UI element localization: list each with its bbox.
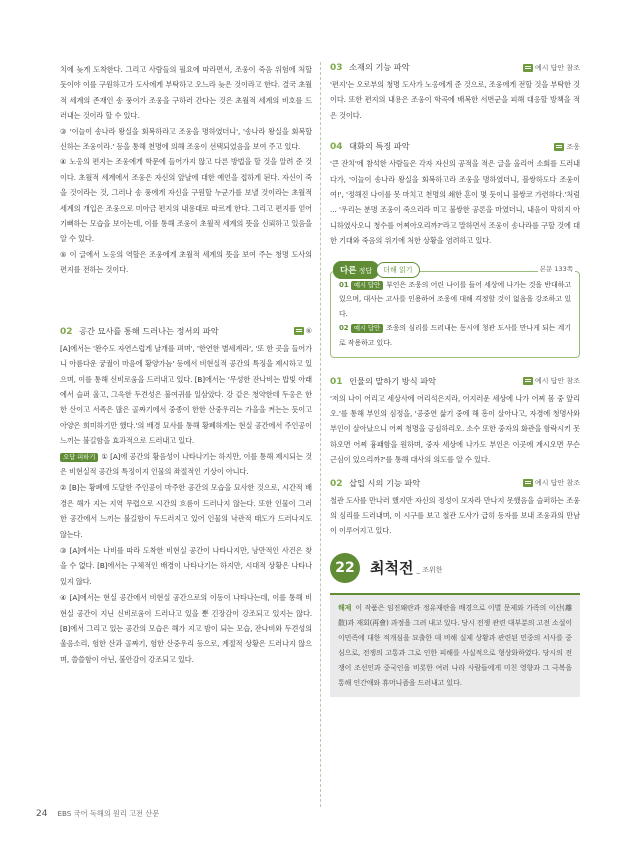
box-item-2: 02 예시 답안 조웅의 심리를 드러내는 동시에 청관 도사를 만나게 되는 계기로 작용하고 있다. <box>339 324 571 348</box>
section-header-01 <box>330 376 580 387</box>
wrong-answer-item-4: ④ [A]에서는 현실 공간에서 비현실 공간으로의 이동이 나타나는데, 이를 통해 비현실 공간이 지닌 신비로움이 드러나고 있을 뿐 긴장감이 강조되고 있지는 않다. [B]에서 그리고 있는 공간의 모습은 해가 지고 밤이 되는 모습, 잔나비와 두견성의 울음소리, 험한 산과 골짜기, 험한 산중우리 등으로, 계절적 상황은 드러나지 않으며, 쓸쓸함이 아닌, 불안감이 강조되고 있다. <box>60 593 312 664</box>
wrong-answer-badge: 오답 피하기 <box>60 453 98 462</box>
section-explanation: [A]에서는 '완수도 자연스럽게 날개를 펴며', '한연한 별세계라', '또 한 곳을 들어가니 아름다운 궁궐이 마음에 황양가늠' 등에서 비현실적 공간의 특징을 제시하고 있으며, 이를 통해 신비로움을 드러내고 있다. [B]에서는 '무성한 잔나비는 밥빛 아래에서 슬퍼 울고, 그윽한 두견성은 불여귀를 일삼았다. 강 같은 청약한데 두옹은 한한 산이고 서족은 많은 골짜기에서 중종이 한한 산중우리는 가을을 켜는는 듯이고 아양은 희미하기만 했다.'의 배경 묘사를 통해 황폐하게는 현실 공간에서 주인공이 느끼는 불길함을 효과적으로 드러내고 있다. <box>60 343 312 446</box>
section-number: 02 <box>330 478 343 489</box>
answer-value: 예시 답안 참조 <box>534 479 580 488</box>
synopsis-text: 해제 이 작품은 임진왜란과 정유재란을 배경으로 이별 문제와 가족의 이산(離散)과 재회(再會) 과정을 그려 내고 있다. 당시 전쟁 관련 대부분의 고전 소설이 이민족에 대한 적개심을 묘출한 데 비해 실제 상황과 관련된 민중의 서사를 중심으로, 전쟁의 고통과 그로 인한 피해를 사실적으로 형상화하였다. 당시의 전쟁이 조선인과 중국인을 비롯한 여러 나라 사람들에게 미친 영향과 그 극복을 통해 인간애와 휴머니즘을 드러내고 있다. <box>338 603 572 687</box>
box-item-1: 01 예시 답안 부인은 조웅의 어린 나이를 들어 세상에 나가는 것을 반대하고 있으며, 대사는 고사를 인용하여 조웅에 대해 격정할 것이 없음을 강조하고 있다. <box>339 280 571 318</box>
chapter-header <box>330 553 580 583</box>
intro-item-4: ④ 노옹의 편지는 조웅에게 학문에 들어가지 않고 다른 방법을 할 것을 알려 준 것이다. 초월적 세계에서 조웅은 자신의 앞날에 대한 예언을 접하게 된다. 자신이 죽을 것이라는 것, 그러나 송 풍에게 자신을 구원할 누군가를 보낼 것이라는 초월적 세계의 개입은 조웅으로 미아금 편지의 내용대로 따르게 한다. 그리고 편지를 얻어 기뻐하는 모습을 보이는데, 이를 통해 조웅이 초월적 세계의 뜻을 신뢰하고 있음을 알 수 있다. <box>60 157 312 244</box>
section-explanation: '큰 잔치'에 참석한 사람들은 각자 자신의 공적을 적은 글을 올리어 소회를 드러내다가, '이늘이 송나라 왕실을 회복하고라 조웅을 명하였더니, 블쌍하도다 조웅이여!', '정해진 나이를 못 마치고 천명의 쇄한 흔이 몇 듯이니 블쌍코 가련하다.'처럼 ... '우리는 분명 조웅이 죽으리라 미고 불쌍한 공론을 마였더니, 내음이 막히지 아니하였사오니 청수를 어찌아오리까?'라고 말하면서 조웅이 송나라를 구할 것에 대한 기대와 죽음의 위기에 처한 상황을 염려하고 있다. <box>330 159 580 246</box>
page-footer <box>36 809 159 819</box>
intro-item-5: ⑤ 이 글에서 노옹의 역할은 조웅에게 초월적 세계의 뜻을 보여 주는 청명 도사의 편지를 전하는 것이다. <box>60 249 312 275</box>
section-number: 03 <box>330 63 343 73</box>
tab-extra-reading: 더해 읽기 <box>376 262 420 278</box>
wrong-answer-item-1: 오답 피하기 ① [A]에 공간의 황음성이 나타나기는 하지만, 이를 통해 제시되는 것은 비현실적 공간의 특징이지 인물의 좌절적인 기상이 아니다. <box>60 451 312 476</box>
section-number: 02 <box>60 326 73 337</box>
section-header-04 <box>330 141 580 152</box>
synopsis-label: 해제 <box>338 603 352 612</box>
section-header-02 <box>60 326 312 337</box>
answer-tag <box>523 63 580 73</box>
section-number: 04 <box>330 142 343 153</box>
section-title: 대화의 특징 파악 <box>349 141 410 152</box>
wrong-answer-item-3: ③ [A]에서는 나비를 따라 도착한 비현실 공간이 나타나지만, 낭만적인 사건은 찾을 수 없다. [B]에서는 구체적인 배경이 나타나기는 하지만, 시대적 상황은 나타나 있지 않다. <box>60 545 312 586</box>
answer-icon <box>523 64 533 72</box>
section-header-02b <box>330 478 580 489</box>
answer-value: 예시 답안 참조 <box>534 63 580 72</box>
section-title: 인물의 말하기 방식 파악 <box>349 375 437 386</box>
section-explanation: '저의 나이 어리고 세상사에 어리석은지라, 어지러운 세상에 나가 어찌 몸 중 앞리오.'를 통해 부인의 심정을, '공중연 삶기 중에 해 흥이 살아나고, 자경에 청명사와 부인이 살아났으니 어찌 청명을 긍심하리오. 소수 또한 중자의 화관을 함락시키 못하오면 어찌 흉패함을 원하며, 중자 세상에 나가도 부인은 이곳에 계시오면 무슨 근심이 있으리까?'를 통해 대사의 의도를 알 수 있다. <box>330 393 580 465</box>
section-explanation: 철관 도사를 만나러 했지만 자신의 정성이 모자라 만나지 못했음을 슬퍼하는 조웅의 심리를 드러내며, 이 시구를 보고 철관 도사가 급히 동자를 보내 조웅과의 만남이 이루어지고 있다. <box>330 495 580 536</box>
section-title: 삽입 시의 기능 파악 <box>349 477 421 488</box>
section-title: 공간 묘사를 통해 드러나는 정서의 파악 <box>79 325 219 336</box>
answer-icon <box>523 377 533 385</box>
intro-paragraph: 치에 늦게 도착한다. 그리고 사람들의 필요에 따라면서, 조웅이 죽음 위험에 처할 듯이야 이를 구원하고가 도사에게 부탁하고 오느라 늦은 것이라고 한다. 결국 초월적 세계의 존재인 송 풍이가 조웅을 구하러 간다는 것은 초월적 세계의 비호를 드러내는 것이라 할 수 있다. <box>60 65 312 121</box>
answer-value: 조웅 <box>566 142 580 151</box>
page-number: 24 <box>36 809 48 819</box>
left-column <box>60 62 312 668</box>
tab-other-answer: 다른 정답 <box>333 261 379 279</box>
section-number: 01 <box>330 376 343 387</box>
example-answer-badge: 예시 답안 <box>351 281 383 290</box>
page-reference: 본문 133쪽 <box>539 264 573 273</box>
synopsis-box <box>330 593 580 697</box>
answer-value: 예시 답안 참조 <box>534 377 580 386</box>
extra-reading-box <box>330 264 580 358</box>
book-title: EBS 국어 독해의 원리 고전 산문 <box>57 809 160 818</box>
right-column <box>330 62 580 697</box>
answer-icon <box>294 327 304 335</box>
answer-value: ⑥ <box>305 327 312 336</box>
chapter-title: 최척전 <box>370 559 414 578</box>
answer-tag <box>554 142 580 152</box>
intro-item-3: ③ '이늘이 송나라 왕실을 회복하라고 조웅을 명하였더니', '송나라 왕실을 회복할 신하는 조웅이라.' 등을 통해 천명에 의해 조웅이 선택되었음을 보여 주고 있다. <box>60 126 312 152</box>
wrong-answer-item-2: ② [B]는 황폐에 도달한 주인공이 마주한 공간의 모습을 묘사한 것으로, 시간적 배경은 해가 지는 지역 무렵으로 시간의 흐름이 드러나지 않는다. 또한 인물이 그러한 공간에서 느끼는 불길함이 두드러지고 있어 인물의 낙관적 태도가 드러나지도 않는다. <box>60 483 312 539</box>
section-title: 소재의 기능 파악 <box>349 62 410 72</box>
box-tabs <box>333 261 420 279</box>
answer-tag <box>523 478 580 488</box>
section-header-03 <box>330 62 580 73</box>
answer-tag <box>294 327 312 335</box>
example-answer-badge: 예시 답안 <box>351 324 383 333</box>
answer-tag <box>523 376 580 386</box>
chapter-author: _ 조위한 <box>416 566 443 575</box>
chapter-number: 22 <box>330 553 360 583</box>
column-divider <box>320 62 321 807</box>
answer-icon <box>523 479 533 487</box>
section-explanation: '편지'는 오로부의 청명 도사가 노옹에게 준 것으로, 조웅에게 전할 것을 부탁한 것이다. 또한 편지의 내용은 조웅이 학곡에 배복한 서번군을 피해 대응할 방책을 적은 것이다. <box>330 80 580 120</box>
answer-icon <box>554 143 564 151</box>
